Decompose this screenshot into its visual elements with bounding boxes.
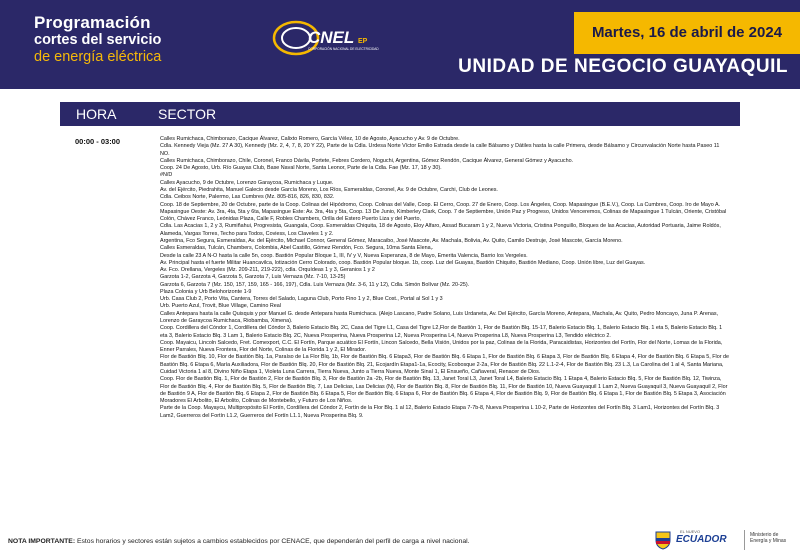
gov-name: ECUADOR [676, 534, 727, 545]
sector-item: Cdla. Las Acacias 1, 2 y 3, Rumiñahui, Progresista, Guangala, Coop. Esmeraldas Chiquita, 18 de Agosto, Eloy Alfaro, Assad Bucaram 1 y 2, Nueva Victoria, Cristina Ponguillo, Bloques de las Acacias, Autoridad Portuaria, Jaime Roldós, Alameda, Vargas Torres, Techo para Todos, Coviess, Los Claveles 1 y 2. [160, 223, 721, 237]
sector-item: Urb. Casa Club 2, Porto Vita, Cantera, Torres del Salado, Laguna Club, Porto Fino 1 y 2, Blue Cost., Portal al Sol 1 y 3 [160, 296, 443, 303]
sector-item: Coop. Mayaicu, Lincoln Salcedo, Fret. Comexport, C.C. El Fortín, Parque acuático El Fortín, Lincon Salcedo, Bella Visión, Unidos por la paz, Colinas de la Florida, Paracaidistas, Horizontes del Fortín, Flor del Norte, Lomas de la Florida, Enner Parrales, Nueva Frontera, Flor del Norte, Colinas de la Florida 1 y 2, El Mirador. [160, 339, 723, 354]
logo-subtitle: CORPORACIÓN NACIONAL DE ELECTRICIDAD [308, 47, 379, 51]
column-header-sector: SECTOR [158, 106, 217, 122]
business-unit-title: UNIDAD DE NEGOCIO GUAYAQUIL [458, 56, 788, 77]
sector-item: Desde la calle 23 A N-O hasta la calle 5n, coop. Bastión Popular Bloque 1, III, IV y V, Nueva Esperanza, 8 de Mayo, Emerita Valencia, Barrio los Vergeles. [160, 252, 528, 259]
gov-tagline: EL NUEVO [680, 529, 701, 534]
sector-item: Plaza Colonia y Urb Belohorizonte 1-9 [160, 288, 252, 295]
ministry-label [750, 532, 786, 544]
sector-item: Parte de la Coop. Mayaycu, Multipropósito El Fortín, Cordillera del Cóndor 2, Fortín de la Flor Blq. 1 al 12, Balerio Estacio Etapa 7-7b-8, Nueva Prosperina L 10-2, Parte de Horizontes del Fortín Blq. 3 Lam1, Horizontes del Fortín Blq. 3 Lam2, Guerreros del Fortín L1.2, Guerreros del Fortín L1.1, Nueva Prosperina Blq. 9. [160, 405, 720, 419]
table-header [60, 102, 740, 126]
date-banner: Martes, 16 de abril de 2024 [574, 12, 800, 54]
sector-item: Av. Principal hasta el fuerte Militar Huancavilca, lotización Cerro Colorado, coop. Bastión Popular bloque. 1b, coop. Luz del Guayas, Bastión Chiquito, Bastión Mediano, Coop. Unión libre, Luz del Guayas. [160, 259, 646, 266]
logo-text: CNEL [308, 28, 355, 47]
sector-item: Calles Esmeraldas, Tulcán, Chambers, Colombia, Abel Castillo, Gómez Rendón, Fco. Segura, 10ma Santa Elena,. [160, 245, 434, 252]
sector-item: Garzota 6, Garzota 7 (Mz. 150, 157, 159, 165 - 166, 197), Cdla. Luis Vernaza (Mz. 3-6, 11 y 12), Cdla. Simón Bolívar (Mz. 20-25). [160, 281, 470, 288]
sector-item: Av. del Ejército, Piedrahita, Manuel Galecio desde García Moreno, Los Ríos, Esmeraldas, Coronel, Av. 9 de Octubre, Carchi, Club de Leones. [160, 186, 498, 193]
ministry-line-1: Ministerio de [750, 532, 779, 538]
footer [0, 526, 800, 554]
note-text: Estos horarios y sectores están sujetos a cambios establecidos por CENACE, que dependerán del perfil de carga a nivel nacional. [75, 538, 470, 545]
footer-note [8, 538, 470, 545]
sector-item: Av. Fco. Orellana, Vergeles (Mz. 209-211, 219-222), cdla. Orquídeas 1 y 3, Geranios 1 y 2 [160, 267, 375, 274]
column-header-hora: HORA [76, 106, 117, 122]
sector-item: Flor de Bastión Blq. 10, Flor de Bastión Blq. 1a, Paraíso de La Flor Blq. 1b, Flor de Bastión Blq. 6 Etapa3, Flor de Bastión Blq. 6 Etapa 1, Flor de Bastión Blq. 6 Etapa 3, Flor de Bastión Blq. 6 Etapa 4, Flor de Bastión Blq. 6 Etapa 5, Flor de Bastión Blq. 6 Etapa 6, María Auxiliadora, Flor de Bastión Blq. 20, Flor de Bastión Blq. 21, Ecojardín Etapa1-1a, Ecocity, Ecobosque 2-2a, Flor de Bastión Blq. 22 L.1-2-4, Flor de Bastión Blq. 23 L.3, La Carolina del 1 al 4, Santa Mariana, Cuidad Victoria 1 al 8, Divino Niño Etapa 1, Violeta Luna Carrera, Tierra Nueva, Junto a Tierra Nueva, Monte Sinaí 1, El Ensueño, Cañaveral, Renacer de Dios. [160, 354, 730, 375]
program-title [34, 14, 161, 64]
time-range: 00:00 - 03:00 [75, 137, 121, 146]
logo-divider [744, 530, 745, 550]
sector-item: Mapasingue Oeste: Av. 3ra, 4ta, 5ta y 6ta, Mapasingue Este: Av. 3ra, 4ta y 5ta, Coop. 13 De Junio, Kimberley Clark, Coop. 7 de Septiembre, Unión Paz y Progreso, Unidos Venceremos, Colinas de Mapasingue 1 Tulcán, Oriente, Cristóbal Colón, Chávez Franco, Leónidas Plaza, Calle F, Robles Chambers, Orilla del Estero Puerto Liza y del Puerto, [160, 208, 727, 223]
sector-item: #N/D [160, 172, 173, 179]
cnel-logo [270, 18, 400, 58]
sector-item: Calles Ayacucho, 9 de Octubre, Lorenzo Garaycoa, Rumichaca y Luque. [160, 179, 334, 186]
ministry-line-2: Energía y Minas [750, 538, 787, 544]
sector-item: Coop. Cordillera del Cóndor 1, Cordillera del Cóndor 3, Balerio Estacio Blq. 2C, Casa del Tigre L1, Casa del Tigre L2,Flor de Bastión 1, Flor de Bastión Blq. 15-17, Balerio Estacio Blq. 1, Balerio Estacio Blq. 1 eta 5, Balerio Estacio Blq. 1 eta 3, Balerio Estacio Blq. 3 Lam 1, Balerio Estacio Blq. 2C, Nueva Prosperina, Nueva Prosperina L2, Nueva Prosperina L4, Nueva Prosperina L8, Nueva Prosperina L3, Tendido eléctrico 2. [160, 325, 723, 339]
sector-list [160, 136, 730, 420]
sector-item: Coop. Flor de Bastión Blq. 1, Flor de Bastión 2, Flor de Bastión Blq. 3, Flor de Bastión 2a -2b, Flor de Bastión Blq. 13, Janet Toral L3, Janet Toral L4, Balerio Estacio Blq. 1 Etapa 4, Balerio Estacio Blq. 5, Flor de Bastión Blq. 12, Tiwinza, Flor de Bastión Blq. 4, Flor de Bastión Blq. 5, Flor de Bastión Blq. 7, Las Delicias, Las Delicias (N), Flor de Bastión Blq. 8, Flor de Bastión Blq. 11, Flor de Bastión 10, Nueva Guayaquil 1 Lam 2, Nueva Guayaquil 3, Nueva Guayaquil 2, Flor de Bastión 9 A, Flor de Bastión Blq. 6 Etapa 2, Flor de Bastión Blq. 6 Etapa 5, Flor de Bastión Blq. 6 Etapa 6, Flor de Bastión Blq. 6 Etapa 4, Flor de Bastión Blq. 9, Flor de Bastión Blq. 6 Etapa 1, Flor de Bastión Blq. 5 Etapa 3, Asociación Moradores El Arbolito, El Arbolito, Colinas de Montebello, y Futuro de Los Niños. [160, 376, 728, 405]
sector-item: Calles Rumichaca, Chimborazo, Chile, Coronel, Franco Dávila, Portete, Febres Cordero, Noguchi, Argentina, Gómez Rendón, Cacique Álvarez, General Gómez y Ayacucho. [160, 157, 574, 164]
note-label: NOTA IMPORTANTE: [8, 538, 76, 545]
ecuador-shield-icon [654, 528, 672, 550]
sector-item: Garzota 1-2, Garzota 4, Garzota 5, Garzota 7, Luis Vernaza (Mz. 7-10, 13-25) [160, 274, 346, 281]
title-line-2: cortes del servicio [34, 32, 162, 48]
title-line-3: de energía eléctrica [34, 48, 162, 65]
title-line-1: Programación [34, 13, 151, 32]
sector-item: Calles Rumichaca, Chimborazo, Cacique Álvarez, Calixto Romero, García Vélez, 10 de Agosto, Ayacucho y Av. 9 de Octubre. [160, 136, 460, 142]
sector-item: Urb. Puerto Azul, Trovit, Blue Village, Camino Real [160, 303, 281, 310]
sector-item: Cdla. Kennedy Vieja (Mz. 27 A 30), Kennedy (Mz. 2, 4, 7, 8, 20 Y 22), Parte de la Cdla. Urdesa Norte Víctor Emilio Estrada desde la calle Bálsamo y Dátiles hasta la calle Primera, desde Bálsamo y Circunvalación Norte hasta Paseo 11 NO. [160, 143, 720, 157]
sector-item: Cdla. Ceibos Norte, Palermo, Las Cumbres (Mz. 805-816, 826, 830, 832. [160, 194, 335, 201]
sector-item: Calles Antepara hasta la calle Quisquis y por Manuel G. desde Antepara hasta Rumichaca. (Alejo Lascano, Padre Solano, Luis Urdaneta, Av. Del Ejército, García Moreno, Antepara, Machala, Av. Quito, Pedro Moncayo, Juna P. Arenas, Lorenzo de Garaycoa Rumichaca, Riobamba, Ximena). [160, 310, 719, 325]
logo-suffix: EP [358, 38, 368, 45]
sector-item: Coop. 18 de Septiembre, 20 de Octubre, parte de la Coop. Colinas del Hipódromo, Coop. Colinas del Valle, Coop. El Cerro, Coop. 27 de Enero, Coop. Los Ángeles, Coop. Mapasingue (B.E.V.), Coop. La Cumbres, Coop. Iro de Mayo A. [160, 201, 721, 208]
header-banner [0, 0, 800, 89]
sector-item: Argentina, Fco Segura, Esmeraldas, Av. del Ejército, Michael Connor, General Gómez, Maracaibo, José Mascote, Av. Machala, Bolivia, Av. Quito, Camilo Destruje, José Mascote, García Moreno. [160, 237, 623, 244]
sector-item: Coop. 24 De Agosto, Urb. Río Guayas Club, Base Naval Norte, Santa Leonor, Parte de la Cdla. Fae (Mz. 17, 18 y 30). [160, 165, 442, 172]
